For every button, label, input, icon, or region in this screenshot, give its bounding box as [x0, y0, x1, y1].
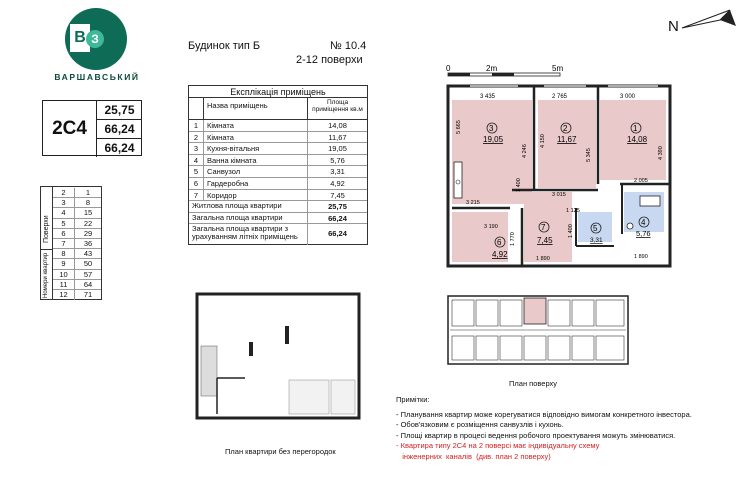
svg-text:1 890: 1 890: [536, 256, 550, 262]
svg-text:2: 2: [563, 124, 568, 133]
svg-text:11,67: 11,67: [557, 135, 577, 144]
apartment-code: 2С4: [43, 101, 97, 157]
notes-title: Примітки:: [396, 395, 430, 404]
note-item: - Обов'язковим є розміщення санвузлів і кухонь.: [396, 420, 564, 429]
table-row: 6 Гардеробна 4,92: [189, 178, 367, 190]
floors-table: [40, 186, 102, 300]
svg-text:4 246: 4 246: [522, 144, 528, 158]
floors-row: 9 50: [53, 259, 101, 269]
svg-text:3,31: 3,31: [590, 237, 603, 244]
floors-row: 2 1: [53, 188, 101, 198]
svg-text:5m: 5m: [552, 64, 564, 73]
table-row: 4 Ванна кімната 5,76: [189, 155, 367, 167]
svg-text:1 125: 1 125: [566, 208, 580, 214]
note-item-highlight: - Квартира типу 2С4 на 2 поверсі має індивідуальну схему: [396, 441, 600, 450]
total-area-summer-row: Загальна площа квартири з урахуванням літніх приміщень 66,24: [189, 224, 367, 245]
brand-logo: [52, 8, 142, 88]
svg-text:5 345: 5 345: [586, 148, 592, 162]
svg-text:0: 0: [446, 64, 451, 73]
svg-text:3 435: 3 435: [480, 94, 496, 100]
col-area-header: Площа приміщення кв.м: [307, 98, 367, 120]
floors-row: 3 8: [53, 198, 101, 208]
building-type: Будинок тип Б: [188, 40, 261, 52]
svg-text:3: 3: [489, 124, 494, 133]
floors-row: 8 43: [53, 249, 101, 259]
floors-row: 7 36: [53, 239, 101, 249]
table-row: 7 Коридор 7,45: [189, 190, 367, 202]
explication-header: [189, 98, 367, 120]
svg-text:7,45: 7,45: [537, 236, 553, 245]
apartment-type-box: [42, 100, 142, 156]
svg-text:4 390: 4 390: [658, 146, 664, 160]
svg-text:5,76: 5,76: [636, 229, 651, 238]
brand-name: ВАРШАВСЬКИЙ: [54, 72, 140, 82]
floors-row: 11 64: [53, 280, 101, 290]
floors-label: Поверхи: [43, 215, 50, 243]
note-item-highlight: інженерних каналів (див. план 2 поверху): [396, 451, 551, 461]
floors-row: 5 22: [53, 219, 101, 229]
floor-plan-drawing: [444, 292, 632, 368]
svg-text:4: 4: [641, 218, 646, 227]
svg-text:1 770: 1 770: [510, 232, 516, 246]
note-item: - Площі квартир в процесі ведення робочого проектування можуть змінюватися.: [396, 430, 676, 440]
explication-table: [188, 85, 368, 245]
building-number: № 10.4: [330, 40, 367, 52]
svg-text:6: 6: [497, 238, 502, 247]
notes: [396, 395, 736, 462]
explication-title: Експлікація приміщень: [189, 86, 367, 98]
total-area: 66,24: [104, 121, 135, 136]
floor-plan-caption: План поверху: [509, 379, 558, 388]
total-area-summer: 66,24: [97, 138, 142, 157]
floors-range: 2-12 поверхи: [296, 54, 363, 66]
apartment-numbers-label: Номери квартир: [43, 252, 49, 298]
empty-plan-caption: План квартири без перегородок: [225, 447, 336, 456]
north-arrow-icon: [680, 8, 740, 38]
logo-mark-secondary: З: [86, 30, 104, 48]
col-name-header: Назва приміщень: [203, 98, 307, 120]
apartment-plan-drawing: [440, 62, 676, 272]
svg-text:3 015: 3 015: [552, 192, 566, 198]
table-row: 5 Санвузол 3,31: [189, 166, 367, 178]
floor-plan: [444, 292, 632, 373]
note-item: - Планування квартир може корегуватися відповідно вимогам конкретного інвестора.: [396, 409, 692, 419]
floors-row: 10 57: [53, 270, 101, 280]
svg-text:3 000: 3 000: [620, 94, 636, 100]
north-label: N: [668, 18, 679, 35]
floors-row: 4 15: [53, 208, 101, 218]
svg-text:5 665: 5 665: [456, 120, 462, 134]
svg-text:1 400: 1 400: [516, 178, 522, 192]
svg-text:3 215: 3 215: [466, 200, 480, 206]
table-row: 2 Кімната 11,67: [189, 132, 367, 144]
svg-text:14,08: 14,08: [627, 135, 648, 144]
apartment-plan: [440, 62, 676, 277]
svg-text:2m: 2m: [486, 64, 498, 73]
living-area: 25,75: [97, 101, 142, 120]
floors-row: 6 29: [53, 229, 101, 239]
svg-text:5: 5: [593, 224, 598, 233]
table-row: 1 Кімната 14,08: [189, 120, 367, 132]
empty-apartment-plan: [185, 288, 365, 429]
svg-text:1 890: 1 890: [634, 254, 648, 260]
svg-text:2 005: 2 005: [634, 178, 648, 184]
svg-text:4 150: 4 150: [540, 134, 546, 148]
svg-text:1 400: 1 400: [568, 224, 574, 238]
svg-text:3 190: 3 190: [484, 224, 498, 230]
svg-text:19,05: 19,05: [483, 135, 504, 144]
empty-plan-drawing: [185, 288, 365, 424]
floors-row: 12 71: [53, 290, 101, 300]
north-arrow: [668, 8, 738, 38]
total-area-row: Загальна площа квартири 66,24: [189, 213, 367, 225]
svg-text:2 765: 2 765: [552, 94, 568, 100]
logo-mark: В: [70, 24, 90, 52]
living-area-row: Житлова площа квартири 25,75: [189, 201, 367, 213]
svg-text:7: 7: [541, 223, 546, 232]
table-row: 3 Кухня-вітальня 19,05: [189, 143, 367, 155]
svg-text:1: 1: [633, 124, 638, 133]
svg-text:4,92: 4,92: [492, 250, 508, 259]
